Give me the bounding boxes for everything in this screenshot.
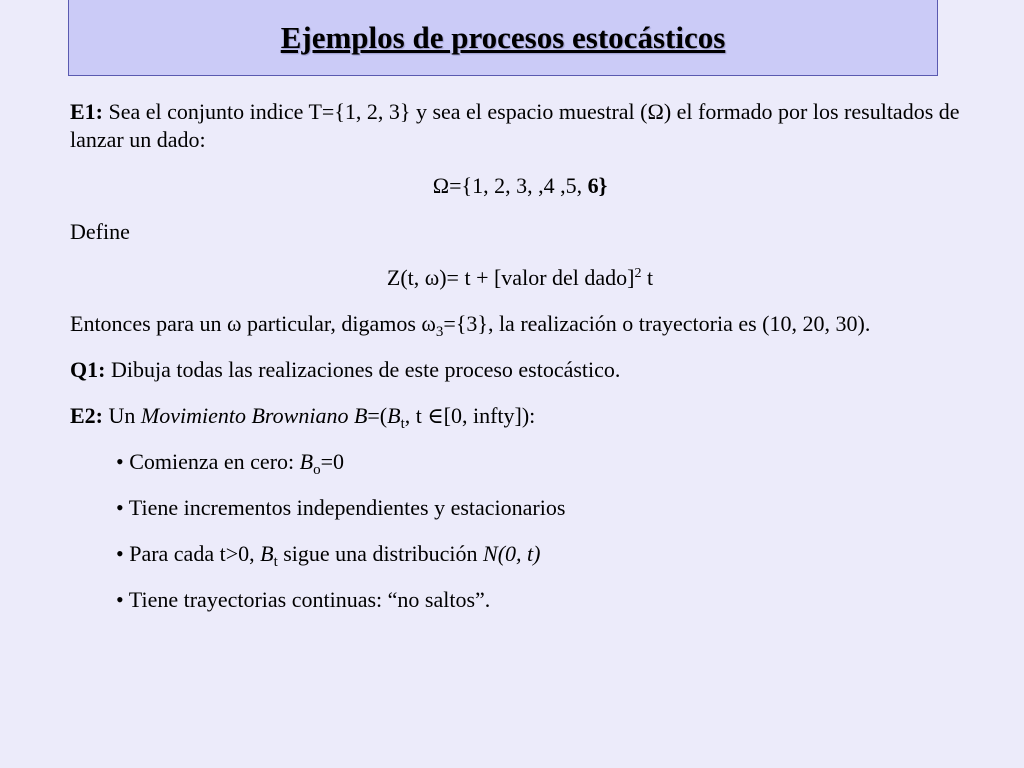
e2-mid: =( xyxy=(367,403,388,428)
e1-text: Sea el conjunto indice T={1, 2, 3} y sea el espacio muestral (Ω) el formado por los resultados de lanzar un dado: xyxy=(70,99,960,152)
bullet-item xyxy=(70,540,970,568)
formula xyxy=(70,264,970,292)
bullet-item: • Tiene incrementos independientes y estacionarios xyxy=(116,495,566,520)
e1-paragraph xyxy=(70,98,970,154)
omega-last: 6} xyxy=(587,173,608,198)
realization-post: ={3}, la realización o trayectoria es (10, 20, 30). xyxy=(443,311,871,336)
q1-text: Dibuja todas las realizaciones de este proceso estocástico. xyxy=(105,357,621,382)
realization-paragraph xyxy=(70,310,970,338)
e2-b: B xyxy=(387,403,401,428)
e2-paragraph xyxy=(70,402,970,430)
slide-title: Ejemplos de procesos estocásticos xyxy=(280,19,726,55)
omega-head: Ω={ xyxy=(432,173,473,198)
realization-pre: Entonces para un ω particular, digamos ω xyxy=(70,311,436,336)
e2-pre: Un xyxy=(103,403,141,428)
bullet3-dist: N(0, t) xyxy=(483,541,541,566)
e1-label: E1: xyxy=(70,99,103,124)
q1-label: Q1: xyxy=(70,357,106,382)
realization-sub: 3 xyxy=(435,324,444,340)
omega-set xyxy=(70,172,970,200)
define-text: Define xyxy=(70,219,130,244)
formula-pre: Z(t, ω)= t + [valor del dado] xyxy=(386,265,635,290)
bullet-item: • Tiene trayectorias continuas: “no saltos”. xyxy=(116,587,491,612)
bullet3-pre: • Para cada t>0, xyxy=(116,541,261,566)
bullet3-b: B xyxy=(260,541,274,566)
formula-post: t xyxy=(641,265,654,290)
bullet1-post: =0 xyxy=(320,449,345,474)
q1-paragraph xyxy=(70,356,970,384)
bullet3-mid: sigue una distribución xyxy=(277,541,484,566)
e2-post: , t ∈[0, infty]): xyxy=(404,403,536,428)
slide-content xyxy=(70,98,970,614)
bullet1-b: B xyxy=(299,449,314,474)
bullet1-sub: o xyxy=(313,462,321,478)
e2-label: E2: xyxy=(70,403,103,428)
omega-body: 1, 2, 3, ,4 ,5, xyxy=(472,173,588,198)
bullet3-sub: t xyxy=(273,554,278,570)
e2-italic: Movimiento Browniano B xyxy=(140,403,368,428)
formula-exponent: 2 xyxy=(634,266,642,281)
e2-sub: t xyxy=(400,416,405,432)
bullet1-pre: • Comienza en cero: xyxy=(116,449,300,474)
title-box xyxy=(68,0,938,76)
bullet-item xyxy=(70,448,970,476)
